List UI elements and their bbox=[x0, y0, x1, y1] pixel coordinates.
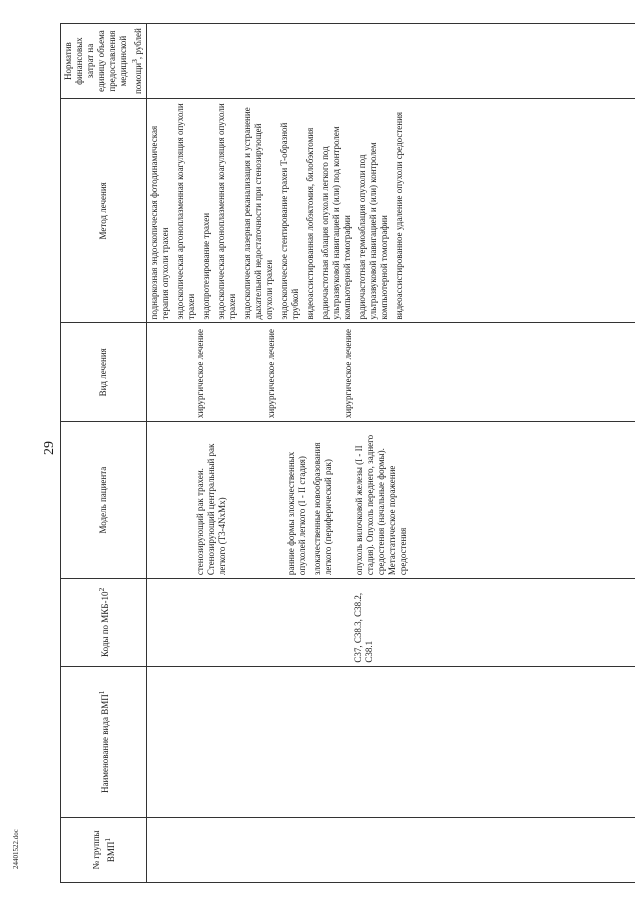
method-text: радиочастотная аблация опухоли легкого под ультразвуковой навигацией и (или) под контролем компьютерной томографии bbox=[320, 126, 352, 320]
type-text: хирургическое лечение bbox=[266, 329, 276, 419]
header-group: № группы ВМП$^1$ bbox=[61, 817, 147, 882]
model-text: стенозирующий рак трахеи. Стенозирующий центральный рак легкого (T3-4NxMx) bbox=[195, 443, 227, 576]
method-text: эндоскопическое стентирование трахеи T-образной трубкой bbox=[279, 122, 300, 320]
method-text: эндоскопическая аргоноплазменная коагуляция опухоли трахеи bbox=[175, 103, 196, 320]
model-text: опухоль вилочковой железы (I - II стадия). Опухоль переднего, заднего средостения (начальные формы). Метастатическое поражение средостения bbox=[354, 434, 408, 576]
name-cell bbox=[147, 666, 636, 817]
norm-cell bbox=[147, 24, 636, 99]
method-text: видеоассистированная лобэктомия, билобэктомия bbox=[305, 127, 315, 320]
method-text: эндоскопическая лазерная реканализация и устранение дыхательной недостаточности при стенозирующей опухоли трахеи bbox=[242, 107, 274, 320]
page-number: 29 bbox=[42, 441, 57, 455]
group-cell bbox=[147, 817, 636, 882]
method-text: видеоассистированное удаление опухоли средостения bbox=[394, 111, 404, 320]
codes-cell bbox=[147, 579, 636, 666]
type-text: хирургическое лечение bbox=[195, 329, 205, 419]
model-text: ранние формы злокачественных опухолей легкого (I - II стадия) bbox=[286, 451, 307, 576]
model-text: злокачественные новообразования легкого (периферический рак) bbox=[312, 442, 333, 576]
header-type: Вид лечения bbox=[61, 323, 147, 422]
method-text: радиочастотная термоаблация опухоли под ультразвуковой навигацией и (или) контролем компьютерной томографии bbox=[357, 142, 389, 320]
table-header-row bbox=[61, 24, 147, 883]
method-text: эндопротезирование трахеи bbox=[201, 212, 211, 320]
header-name: Наименование вида ВМП$^1$ bbox=[61, 666, 147, 817]
type-text: хирургическое лечение bbox=[343, 329, 353, 419]
table-body-row bbox=[147, 24, 636, 883]
model-cell bbox=[147, 422, 636, 579]
method-cell bbox=[147, 99, 636, 323]
header-norm: Норматив финансовых затрат на единицу объема предоставления медицинской помощи$^3$, рублей bbox=[61, 24, 147, 99]
header-model: Модель пациента bbox=[61, 422, 147, 579]
document-code: 24401522.doc bbox=[12, 829, 20, 869]
header-codes: Коды по МКБ-$10^2$ bbox=[61, 579, 147, 666]
vmp-table bbox=[60, 23, 635, 883]
codes-text: C37, C38.3, C38.2, C38.1 bbox=[353, 592, 374, 663]
method-text: поднаркозная эндоскопическая фотодинамическая терапия опухоли трахеи bbox=[149, 125, 170, 320]
header-method: Метод лечения bbox=[61, 99, 147, 323]
type-cell bbox=[147, 323, 636, 422]
method-text: эндоскопическая аргоноплазменная коагуляция опухоли трахеи bbox=[216, 103, 237, 320]
